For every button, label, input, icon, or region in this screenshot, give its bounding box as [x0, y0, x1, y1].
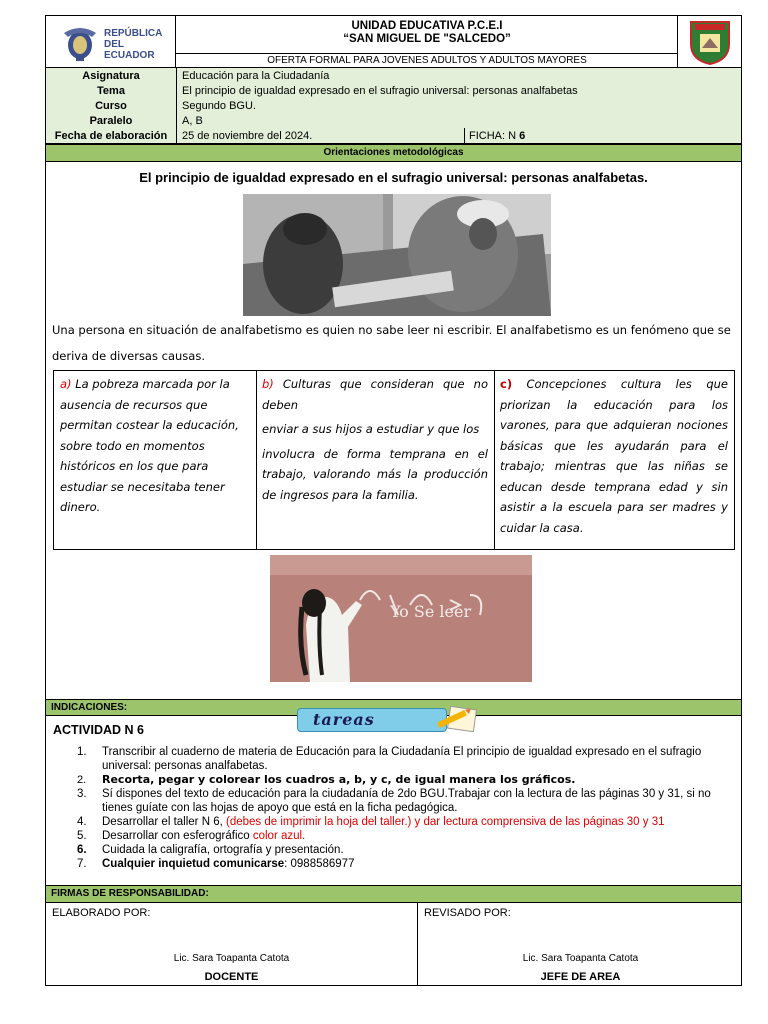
teacher-name: Lic. Sara Toapanta Catota	[173, 953, 290, 964]
ecuador-logo	[46, 16, 176, 68]
value-tema: El principio de igualdad expresado en el sufragio universal: personas analfabetas	[182, 85, 578, 97]
cause-c-letter: c)	[500, 377, 513, 391]
value-fecha: 25 de noviembre del 2024.	[182, 130, 313, 142]
cause-b-letter: b)	[262, 377, 274, 391]
orientaciones-band	[45, 144, 742, 162]
cause-c	[500, 374, 728, 538]
activity-item: 2. Recorta, pegar y colorear los cuadros a, b, y c, de igual manera los gráficos.	[77, 773, 576, 786]
school-name: UNIDAD EDUCATIVA P.C.E.I	[351, 20, 503, 32]
activity-item: 4. Desarrollar el taller N 6, (debes de imprimir la hoja del taller.) y dar lectura comprensiva de las páginas 30 y 31	[77, 816, 665, 828]
label-fecha: Fecha de elaboración	[54, 130, 168, 142]
activity-item: 5. Desarrollar con esferográfico color azul.	[77, 830, 306, 842]
cause-b-text1: Culturas que consideran que no deben	[262, 377, 488, 412]
label-paralelo: Paralelo	[89, 115, 133, 127]
value-asignatura: Educación para la Ciudadanía	[182, 70, 330, 82]
tareas-label: tareas	[313, 710, 375, 729]
activity-list	[50, 745, 730, 871]
coat-of-arms-icon	[60, 23, 100, 63]
logo-line1: REPÚBLICA	[104, 28, 163, 39]
revisado-por: REVISADO POR:	[424, 907, 511, 919]
ficha	[469, 129, 525, 144]
cause-a-letter: a)	[60, 377, 72, 391]
offer-line: OFERTA FORMAL PARA JOVENES ADULTOS Y ADULTOS MAYORES	[267, 55, 587, 66]
indicaciones-label: INDICACIONES:	[51, 702, 128, 713]
intro-paragraph: Una persona en situación de analfabetismo es quien no sabe leer ni escribir. El analfabetismo es un fenómeno que se deriva de diversas causas.	[52, 323, 731, 363]
elaborado-por: ELABORADO POR:	[52, 907, 151, 919]
firmas-label: FIRMAS DE RESPONSABILIDAD:	[51, 888, 209, 899]
activity-item: 6. Cuidada la caligrafía, ortografía y presentación.	[77, 844, 344, 856]
chalkboard-text: Yo Se leer	[390, 602, 472, 621]
cause-b-text3: involucra de forma temprana en el trabajo, valorando más la producción de ingresos para la familia.	[262, 446, 488, 502]
cause-a-text: La pobreza marcada por la ausencia de recursos que permitan costear la educación, sobre todo en momentos históricos en los que para estudiar se necesitaba tener dinero.	[60, 377, 239, 514]
school-location: “SAN MIGUEL DE "SALCEDO”	[343, 33, 511, 45]
activity-item: 1. Transcribir al cuaderno de materia de Educación para la Ciudadanía El principio de igualdad expresado en el sufragio universal: personas analfabetas.	[77, 746, 702, 772]
school-crest	[678, 16, 742, 68]
cause-c-text: Concepciones cultura les que priorizan la educación para los varones, para que adquieran nociones básicas que les ayudarán para el trabajo; mientras que las niñas se educan desde temprana edad y sin asistir a la escuela para ser madres y cuidar la casa.	[500, 377, 728, 535]
content-title: El principio de igualdad expresado en el sufragio universal: personas analfabetas.	[139, 170, 648, 185]
logo-line2: DEL ECUADOR	[104, 39, 155, 61]
orientaciones-label: Orientaciones metodológicas	[323, 147, 464, 158]
firmas-band	[45, 885, 742, 903]
ficha-label: FICHA: N	[469, 130, 517, 142]
label-tema: Tema	[97, 85, 125, 97]
causes-table	[53, 370, 735, 550]
header-box	[45, 15, 742, 68]
photo-girl-chalkboard	[270, 555, 532, 682]
value-paralelo: A, B	[182, 115, 203, 127]
label-curso: Curso	[95, 100, 127, 112]
activity-title: ACTIVIDAD N 6	[53, 723, 144, 737]
ficha-number: 6	[519, 130, 526, 142]
school-shield-icon	[687, 18, 733, 66]
cause-b-text2: enviar a sus hijos a estudiar y que los	[262, 422, 480, 436]
label-asignatura: Asignatura	[82, 70, 140, 82]
activity-item: 3. Sí dispones del texto de educación para la ciudadanía de 2do BGU.Trabajar con la lectura de las páginas 30 y 31, si no tienes guíate con las hojas de apoyo que está en la ficha pedagógica.	[77, 788, 711, 814]
value-curso: Segundo BGU.	[182, 100, 256, 112]
activity-item: 7. Cualquier inquietud comunicarse: 0988586977	[77, 858, 355, 870]
cause-a	[60, 374, 252, 518]
cause-b	[262, 374, 488, 505]
info-table	[45, 67, 742, 144]
area-head-name: Lic. Sara Toapanta Catota	[522, 953, 639, 964]
area-head-role: JEFE DE AREA	[540, 971, 621, 983]
photo-adult-learners	[243, 194, 551, 316]
teacher-role: DOCENTE	[204, 971, 259, 983]
firmas-table	[45, 902, 742, 986]
